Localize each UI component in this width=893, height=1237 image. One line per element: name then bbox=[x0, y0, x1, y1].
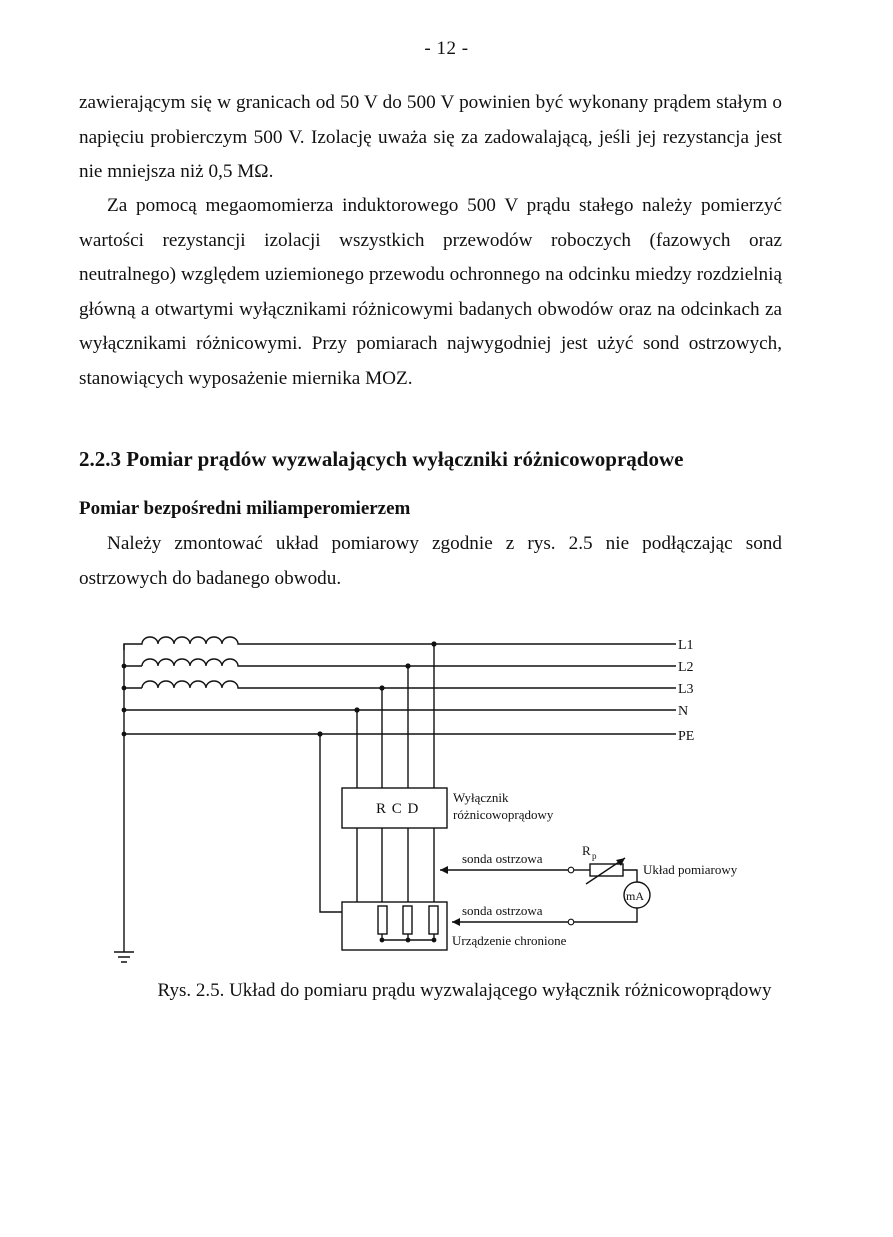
label-pe: PE bbox=[678, 729, 695, 744]
protected-device-box bbox=[342, 902, 447, 950]
probe-top-label: sonda ostrzowa bbox=[462, 851, 543, 866]
measuring-system-label: Układ pomiarowy bbox=[643, 862, 738, 877]
paragraph-continuation: zawierającym się w granicach od 50 V do 500 V powinien być wykonany prądem stałym o napięciu probierczym 500 V. Izolację uważa się za zadowalającą, jeśli jej rezystancja jest nie mniejsza niż 0,5 MΩ. bbox=[79, 92, 782, 182]
label-l3: L3 bbox=[678, 682, 694, 697]
pe-to-device bbox=[320, 734, 342, 912]
load-resistor-3 bbox=[429, 906, 438, 934]
resistor-rp bbox=[590, 864, 623, 876]
figure-caption: Rys. 2.5. Układ do pomiaru prądu wyzwalającego wyłącznik różnicowoprądowy bbox=[157, 980, 772, 1001]
label-n: N bbox=[678, 704, 689, 719]
resistor-adjust-arrow bbox=[586, 858, 625, 884]
ground-symbol bbox=[114, 952, 134, 962]
rcd-label: R C D bbox=[376, 801, 420, 817]
probe-bottom-label: sonda ostrzowa bbox=[462, 903, 543, 918]
resistor-subscript: p bbox=[592, 851, 597, 861]
supply-coil-l3 bbox=[142, 681, 240, 688]
rcd-description-line1: Wyłącznik bbox=[453, 790, 509, 805]
resistor-label: R bbox=[582, 843, 591, 858]
load-resistor-1 bbox=[378, 906, 387, 934]
supply-coil-l1 bbox=[124, 637, 240, 650]
subsection-heading: Pomiar bezpośredni miliamperomierzem bbox=[79, 498, 411, 519]
milliammeter bbox=[624, 882, 650, 908]
section-heading: 2.2.3 Pomiar prądów wyzwalających wyłączniki różnicowoprądowe bbox=[79, 447, 684, 471]
protected-device-label: Urządzenie chronione bbox=[452, 933, 567, 948]
milliammeter-label: mA bbox=[626, 889, 644, 903]
page-number: - 12 - bbox=[424, 38, 469, 59]
paragraph-assembly-instruction: Należy zmontować układ pomiarowy zgodnie z rys. 2.5 nie podłączając sond ostrzowych do badanego obwodu. bbox=[79, 533, 782, 589]
label-l2: L2 bbox=[678, 660, 694, 675]
paragraph-megaohmmeter: Za pomocą megaomomierza induktorowego 500 V prądu stałego należy pomierzyć wartości rezystancji izolacji wszystkich przewodów roboczych (fazowych oraz neutralnego) względem uziemionego przewodu ochronnego na odcinku miedzy rozdzielnią główną a otwartymi wyłącznikami różnicowymi badanych obwodów oraz na odcinkach za wyłącznikami różnicowymi. Przy pomiarach najwygodniej jest użyć sond ostrzowych, stanowiących wyposażenie miernika MOZ. bbox=[79, 195, 782, 389]
rcd-description-line2: różnicowoprądowy bbox=[453, 807, 554, 822]
supply-coil-l2 bbox=[142, 659, 240, 666]
label-l1: L1 bbox=[678, 638, 694, 653]
load-resistor-2 bbox=[403, 906, 412, 934]
rcd-box bbox=[342, 788, 447, 828]
